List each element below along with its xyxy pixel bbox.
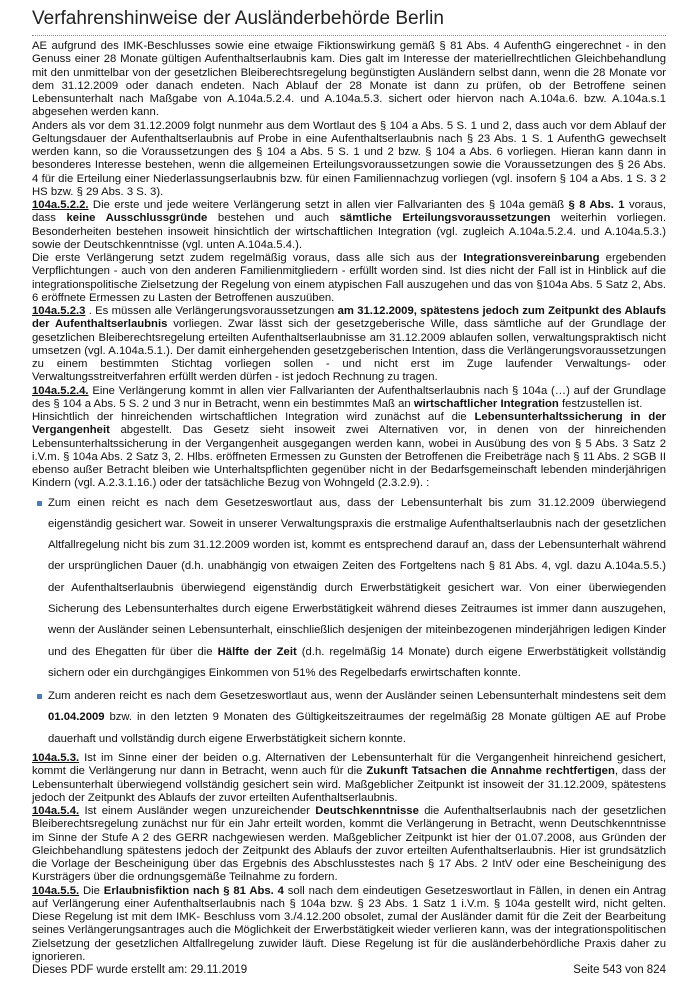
paragraph: 104a.5.5. Die Erlaubnisfiktion nach § 81 Abs. 4 soll nach dem eindeutigen Gesetzeswortlaut in Fällen, in denen ein Antrag auf Verlängerung einer Aufenthaltserlaubnis nach § 104a bzw. § 23 Abs. 1 Satz 1 i.V.m. § 104a gestellt wird, nicht gelten. Diese Regelung ist mit dem IMK- Beschluss vom 3./4.12.200 obsolet, zumal der Ausländer damit für die Zeit der Bearbeitung seines Verlängerungsantrages auch die Möglichkeit der Erwerbstätigkeit wieder verlieren kann, was der integrationspolitischen Zielsetzung der gesetzlichen Altfallregelung zuwider läuft. Diese Regelung ist für die ausländerbehördliche Praxis daher zu ignorieren. — [32, 884, 666, 963]
bullet-list — [32, 493, 666, 751]
section-number: 104a.5.2.4. — [32, 384, 89, 397]
paragraph: 104a.5.2.3 . Es müssen alle Verlängerungsvoraussetzungen am 31.12.2009, spätestens jedoch zum Zeitpunkt des Ablaufs der Aufenthaltserlaubnis vorliegen. Zwar lässt sich der gesetzgeberische Wille, dass sämtliche auf der Grundlage der gesetzlichen Bleiberechtsregelung erteilten Aufenthaltserlaubnisse am 31.12.2009 ablaufen sollen, verwaltungspraktisch nicht umsetzen (vgl. A.104a.5.1.). Der damit einhergehenden gesetzgeberischen Intention, dass die Verlängerungsvoraussetzungen zu einem bestimmten Stichtag vorliegen sollen - und nicht erst im Zuge laufender Verwaltungs- oder Verwaltungsstreitverfahren erfüllt werden dürfen - ist jedoch Rechnung zu tragen. — [32, 305, 667, 384]
paragraph: 104a.5.4. Ist einem Ausländer wegen unzureichender Deutschkenntnisse die Aufenthaltserlaubnis nach der gesetzlichen Bleiberechtsregelung zunächst nur für ein Jahr erteilt worden, kommt die Verlängerung in Betracht, wenn Deutschkenntnisse im Sinne der Stufe A 2 des GERR nachgewiesen werden. Maßgeblicher Zeitpunkt ist hier der 01.07.2008, aus Gründen der Gleichbehandlung spätestens jedoch der Zeitpunkt des Ablaufs der zuvor erteilten Aufenthaltserlaubnis. Hier ist grundsätzlich die Vorlage der Bescheinigung über das Ergebnis des Abschlusstestes nach § 17 Abs. 2 IntV oder eine Bescheinigung des Kursträgers über die ordnungsgemäße Teilnahme zu fordern. — [32, 805, 666, 884]
section-number: 104a.5.5. — [32, 884, 80, 897]
section-number: 104a.5.3. — [32, 752, 80, 765]
paragraph: Die erste Verlängerung setzt zudem regelmäßig voraus, dass alle sich aus der Integrationsvereinbarung ergebenden Verpflichtungen - auch von den anderen Familienmitgliedern - erfüllt worden sind. Ist dies nicht der Fall ist in Hinblick auf die integrationspolitische Zielsetzung der Regelung von einem atypischen Fall auszugehen und das von §104a Abs. 5 Satz 2, Abs. 6 eröffnete Ermessen zu Lasten der Betroffenen auszuüben. — [32, 252, 666, 304]
bullet-icon — [37, 694, 42, 699]
page-number: Seite 543 von 824 — [573, 964, 666, 976]
paragraph: 104a.5.2.4. Eine Verlängerung kommt in allen vier Fallvarianten der Aufenthaltserlaubnis nach § 104a (…) auf der Grundlage des § 104 a Abs. 5 S. 2 und 3 nur in Betracht, wenn ein bestimmtes Maß an wirtschaftlicher Integration festzustellen ist. — [32, 384, 666, 410]
page-title: Verfahrenshinweise der Ausländerbehörde Berlin — [32, 8, 666, 36]
bullet-icon — [37, 501, 42, 506]
document-page — [32, 8, 666, 964]
paragraph: 104a.5.3. Ist im Sinne einer der beiden o.g. Alternativen der Lebensunterhalt für die Vergangenheit hinreichend gesichert, kommt die Verlängerung nur dann in Betracht, wenn auch für die Zukunft Tatsachen die Annahme rechtfertigen, dass der Lebensunterhalt überwiegend vollständig gesichert sein wird. Maßgeblicher Zeitpunkt ist insoweit der 31.12.2009, spätestens jedoch der Zeitpunkt des Ablaufs der zuvor erteilten Aufenthaltserlaubnis. — [32, 752, 666, 804]
creation-date-note: Dieses PDF wurde erstellt am: 29.11.2019 — [32, 964, 248, 976]
list-item: Zum einen reicht es nach dem Gesetzeswortlaut aus, dass der Lebensunterhalt bis zum 31.12.2009 überwiegend eigenständig gesichert war. Soweit in unserer Verwaltungspraxis die erstmalige Aufenthaltserlaubnis nach der gesetzlichen Altfallregelung nicht bis zum 31.12.2009 worden ist, kommt es entsprechend darauf an, dass der Lebensunterhalt während der ursprünglichen Dauer (d.h. unabhängig von etwaigen Zeiten des Fortgeltens nach § 81 Abs. 4, vgl. dazu A.104a.5.5.) der Aufenthaltserlaubnis überwiegend eigenständig durch Erwerbstätigkeit gesichert war. Von einer überwiegenden Sicherung des Lebensunterhaltes durch eigene Erwerbstätigkeit während dieses Zeitraumes ist immer dann auszugehen, wenn der Ausländer seinen Lebensunterhalt, einschließlich desjenigen der miteinbezogenen minderjährigen ledigen Kinder und des Ehegatten für über die Hälfte der Zeit (d.h. regelmäßig 14 Monate) durch eigene Erwerbstätigkeit vollständig sichern oder ein durchgängiges Einkommen von 51% des Regelbedarfs erwirtschaften konnte. — [48, 493, 666, 685]
paragraph: Anders als vor dem 31.12.2009 folgt nunmehr aus dem Wortlaut des § 104 a Abs. 5 S. 1 und 2, dass auch vor dem Ablauf der Geltungsdauer der Aufenthaltserlaubnis auf Probe in eine Aufenthaltserlaubnis nach § 23 Abs. 1 S. 1 AufenthG gewechselt werden kann, so die Voraussetzungen des § 104 a Abs. 5 S. 1 und 2 bzw. § 104 a Abs. 6 vorliegen. Hieran kann dann in besonderes Interesse bestehen, wenn die allgemeinen Erteilungsvoraussetzungen sowie die Voraussetzungen des § 26 Abs. 4 für die Erteilung einer Niederlassungserlaubnis bzw. für einen Familiennachzug vorliegen (vgl. insofern § 104 a Abs. 1 S. 3 2 HS bzw. § 29 Abs. 3 S. 3). — [32, 119, 666, 198]
section-number: 104a.5.2.2. — [32, 199, 89, 211]
section-number: 104a.5.4. — [32, 805, 80, 818]
document-body — [32, 40, 666, 964]
section-number: 104a.5.2.3 — [32, 305, 86, 317]
page-footer — [32, 964, 666, 976]
list-item: Zum anderen reicht es nach dem Gesetzeswortlaut aus, wenn der Ausländer seinen Lebensunterhalt mindestens seit dem 01.04.2009 bzw. in den letzten 9 Monaten des Gültigkeitszeitraumes der regelmäßig 28 Monate gültigen AE auf Probe dauerhaft und vollständig durch eigene Erwerbstätigkeit sichern konnte. — [48, 686, 666, 750]
paragraph: Hinsichtlich der hinreichenden wirtschaftlichen Integration wird zunächst auf die Lebensunterhaltssicherung in der Vergangenheit abgestellt. Das Gesetz sieht insoweit zwei Alternativen vor, in denen von der hinreichenden Lebensunterhaltssicherung in der Vergangenheit ausgegangen werden kann, wobei in Ausübung des von § 5 Abs. 3 Satz 2 i.V.m. § 104a Abs. 2 Satz 3, 2. Hlbs. eröffneten Ermessen zu Gunsten der Betroffenen die Freibeträge nach § 11 Abs. 2 SGB II ebenso außer Betracht bleiben wie Unterhaltspflichten gegenüber nicht in der Bedarfsgemeinschaft lebenden minderjährigen Kindern (vgl. A.2.3.1.16.) oder der tatsächliche Bezug von Wohngeld (2.3.2.9). : — [32, 411, 667, 490]
paragraph: 104a.5.2.2. Die erste und jede weitere Verlängerung setzt in allen vier Fallvarianten des § 104a gemäß § 8 Abs. 1 voraus, dass keine Ausschlussgründe bestehen und auch sämtliche Erteilungsvoraussetzungen weiterhin vorliegen. Besonderheiten bestehen insoweit hinsichtlich der wirtschaftlichen Integration (vgl. zugleich A.104a.5.2.4. und A.104a.5.3.) sowie der Deutschkenntnisse (vgl. unten A.104a.5.4.). — [32, 199, 666, 251]
paragraph: AE aufgrund des IMK-Beschlusses sowie eine etwaige Fiktionswirkung gemäß § 81 Abs. 4 AufenthG eingerechnet - in den Genuss einer 28 Monate gültigen Aufenthaltserlaubnis kam. Dies galt im Interesse der materiellrechtlichen Gleichbehandlung mit den unmittelbar von der gesetzlichen Bleiberechtsregelung begünstigten Ausländern selbst dann, wenn die 28 Monate vor dem 31.12.2009 oder danach endeten. Nach Ablauf der 28 Monate ist dann zu prüfen, ob der Betroffene seinen Lebensunterhalt nach Maßgabe von A.104a.5.2.4. und A.104a.5.3. sichert oder hiervon nach A.104a.6. bzw. A.104a.s.1 abgesehen werden kann. — [32, 40, 666, 119]
